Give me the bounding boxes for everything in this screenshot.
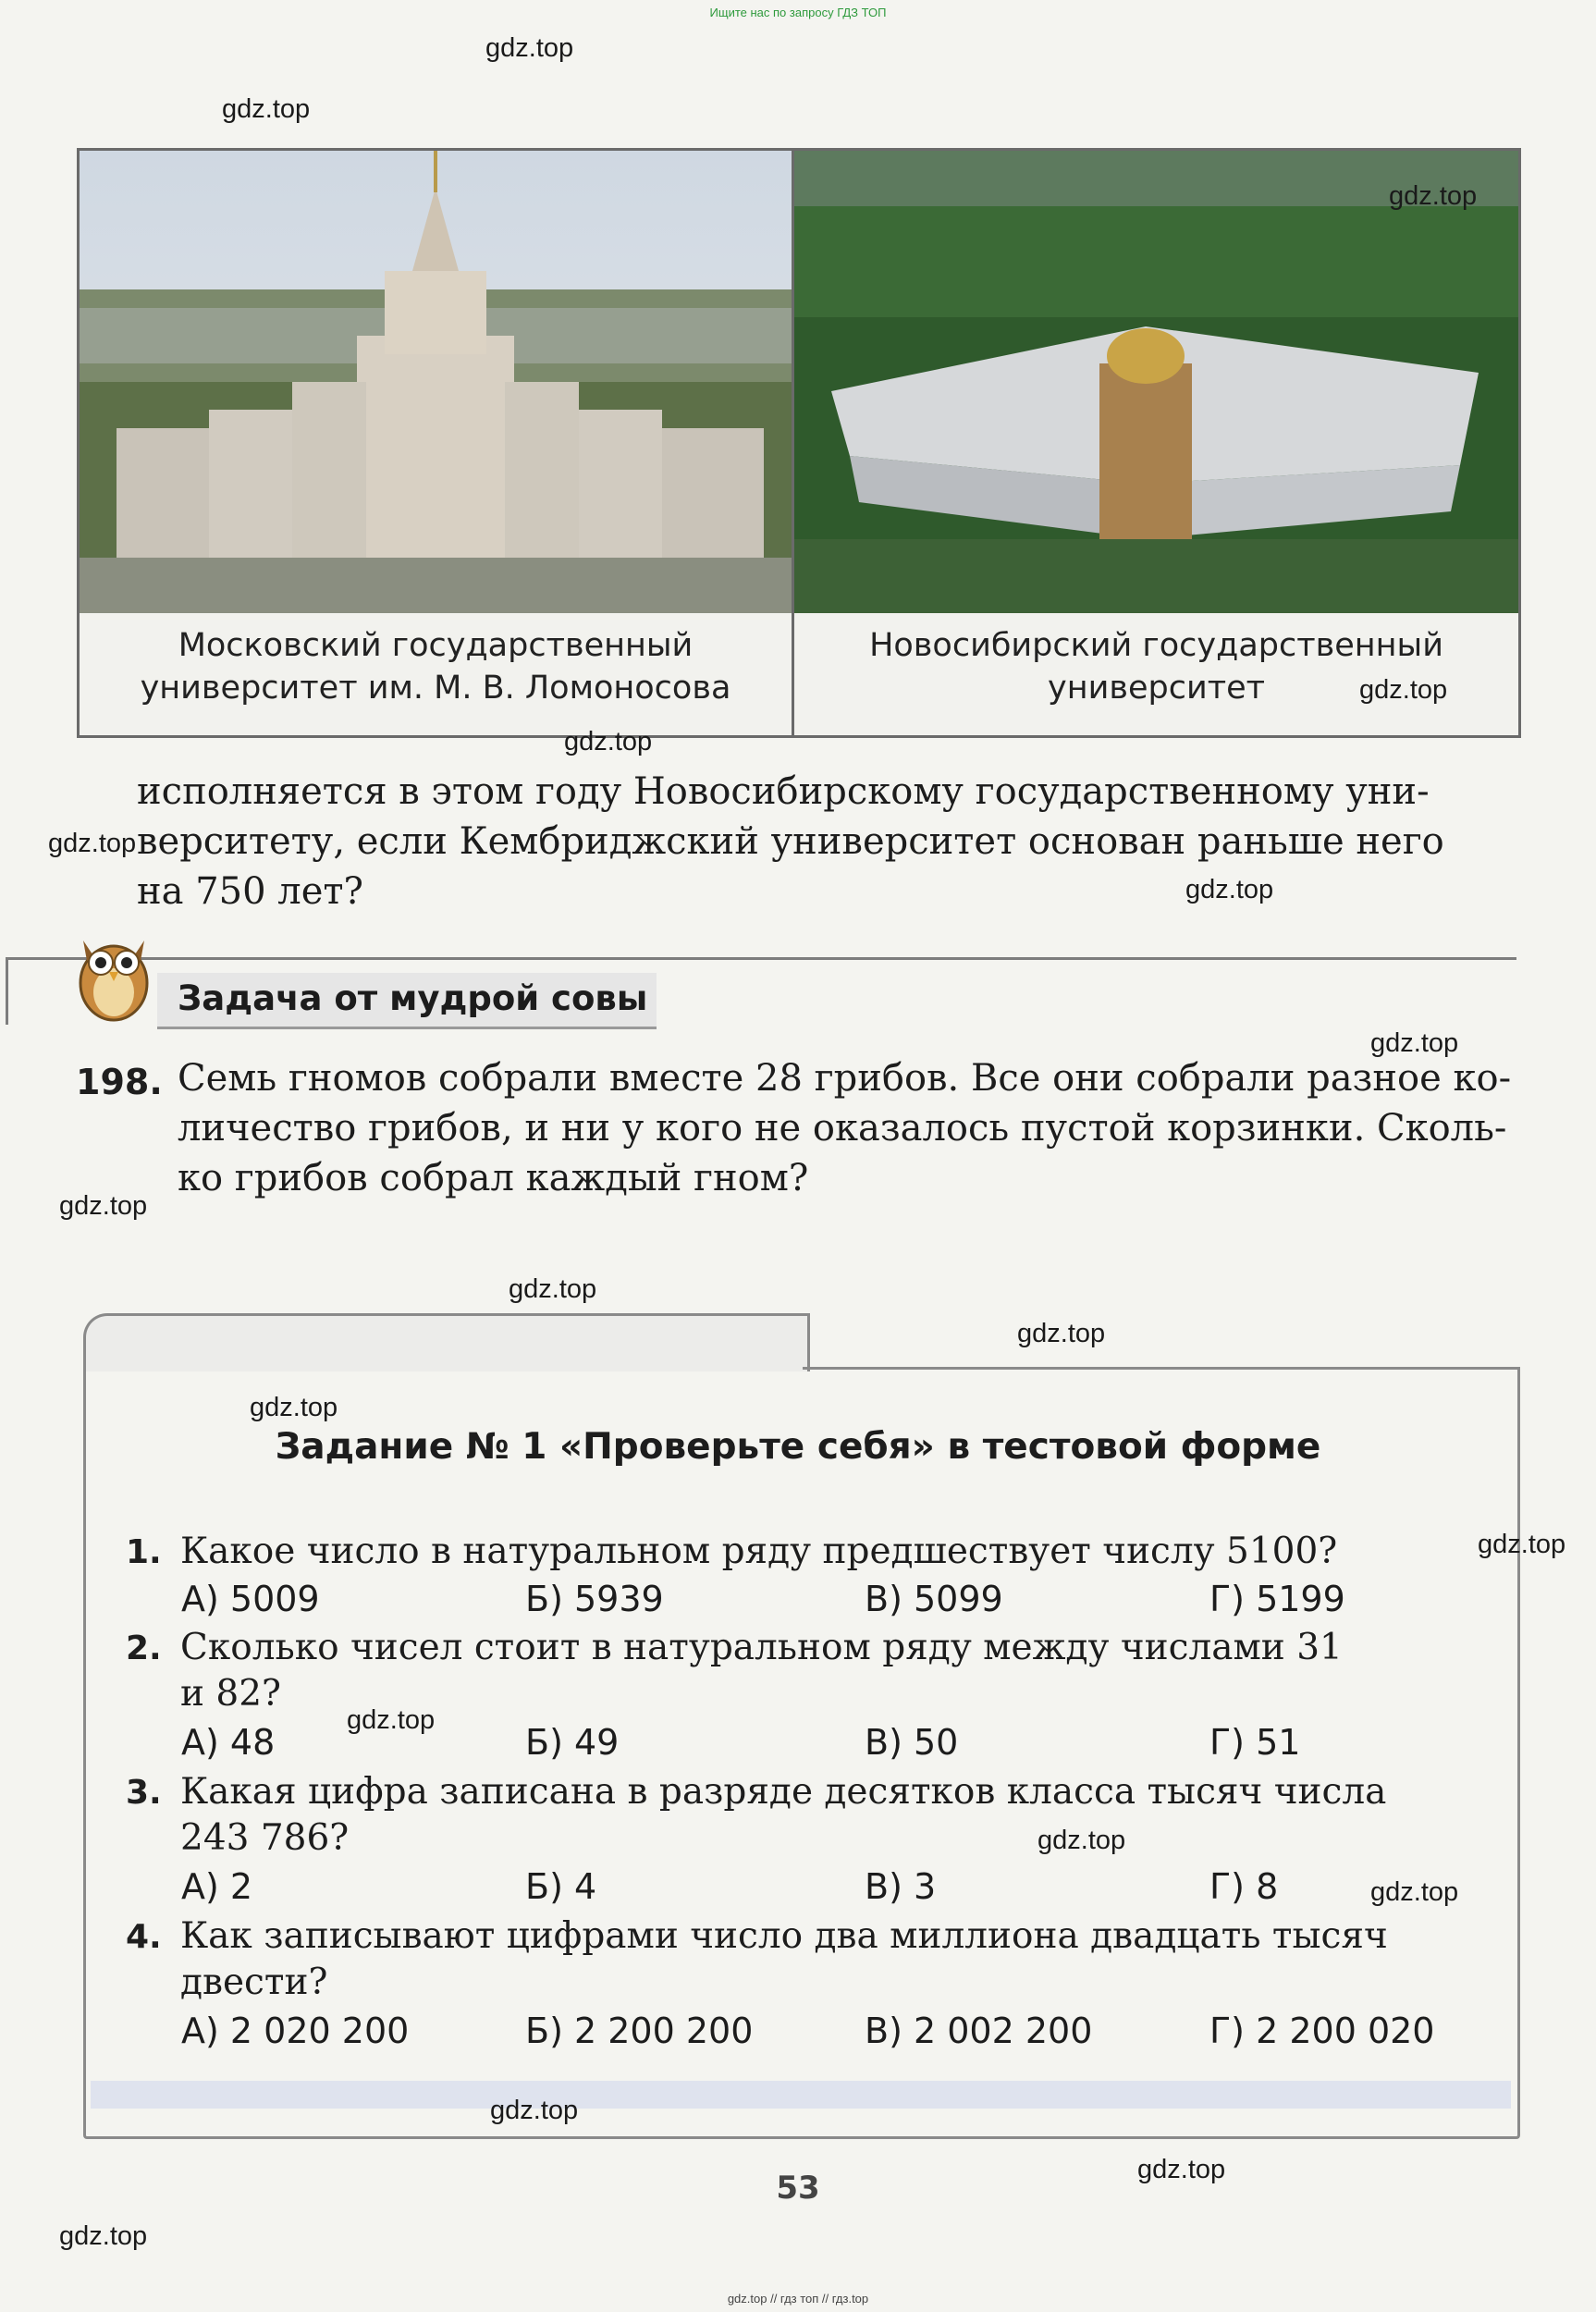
section-rule: [6, 957, 1516, 960]
watermark: gdz.top: [509, 1274, 597, 1304]
msu-photo: [80, 151, 792, 613]
answer-option: В) 2 002 200: [865, 2011, 1093, 2051]
owl-section-title: Задача от мудрой совы: [178, 978, 648, 1018]
answer-option: Г) 2 200 020: [1209, 2011, 1435, 2051]
answer-option: В) 50: [865, 1722, 959, 1763]
page-number: 53: [776, 2170, 820, 2207]
problem-line-1: Семь гномов собрали вместе 28 грибов. Все они собрали разное ко-: [178, 1057, 1512, 1100]
top-note: Ищите нас по запросу ГДЗ ТОП: [709, 6, 887, 19]
question-text: Какая цифра записана в разряде десятков класса тысяч числа: [180, 1771, 1387, 1813]
watermark: gdz.top: [1137, 2155, 1226, 2184]
intro-line-2: верситету, если Кембриджский университет основан раньше него: [137, 820, 1444, 863]
answer-option: Г) 5199: [1209, 1579, 1345, 1619]
question-text: 243 786?: [180, 1817, 350, 1859]
watermark: gdz.top: [222, 94, 311, 124]
question-number: 1.: [126, 1533, 162, 1571]
watermark: gdz.top: [59, 1191, 148, 1221]
intro-line-1: исполняется в этом году Новосибирскому государственному уни-: [137, 770, 1430, 813]
msu-caption: Московский государственный университет им. М. В. Ломоносова: [140, 627, 731, 707]
watermark: gdz.top: [1359, 675, 1448, 705]
problem-line-3: ко грибов собрал каждый гном?: [178, 1157, 809, 1199]
owl-icon: [74, 920, 153, 1027]
answer-option: А) 2: [181, 1866, 253, 1907]
question-text: Какое число в натуральном ряду предшествует числу 5100?: [180, 1531, 1338, 1572]
test-title: Задание № 1 «Проверьте себя» в тестовой форме: [275, 1426, 1321, 1468]
answer-option: Б) 2 200 200: [525, 2011, 754, 2051]
answer-option: Б) 4: [525, 1866, 597, 1907]
watermark: gdz.top: [485, 33, 574, 63]
answer-option: Г) 8: [1209, 1866, 1279, 1907]
test-box-band: [91, 2081, 1511, 2109]
answer-option: А) 5009: [181, 1579, 320, 1619]
watermark: gdz.top: [564, 727, 653, 756]
watermark: gdz.top: [1389, 181, 1478, 211]
problem-line-2: личество грибов, и ни у кого не оказалось пустой корзинки. Сколь-: [178, 1107, 1507, 1150]
watermark: gdz.top: [1370, 1028, 1459, 1058]
question-number: 3.: [126, 1774, 162, 1812]
bottom-note: gdz.top // гдз топ // гдз.top: [727, 2292, 869, 2306]
test-box-topline: [803, 1367, 1517, 1370]
watermark: gdz.top: [1185, 875, 1274, 904]
answer-option: В) 3: [865, 1866, 937, 1907]
question-number: 2.: [126, 1629, 162, 1667]
photo-panel: [77, 148, 1521, 738]
answer-option: А) 2 020 200: [181, 2011, 410, 2051]
watermark: gdz.top: [48, 829, 137, 858]
question-text: Сколько чисел стоит в натуральном ряду между числами 31: [180, 1627, 1343, 1668]
nsu-photo: [794, 151, 1518, 613]
watermark: gdz.top: [490, 2096, 579, 2125]
watermark: gdz.top: [347, 1705, 436, 1735]
section-rule-left: [6, 960, 8, 1025]
question-text: Как записывают цифрами число два миллиона двадцать тысяч: [180, 1915, 1388, 1957]
question-text: двести?: [180, 1962, 328, 2003]
answer-option: А) 48: [181, 1722, 276, 1763]
problem-number: 198.: [76, 1062, 163, 1102]
question-number: 4.: [126, 1918, 162, 1956]
watermark: gdz.top: [1478, 1530, 1566, 1559]
answer-option: В) 5099: [865, 1579, 1003, 1619]
watermark: gdz.top: [1370, 1877, 1459, 1907]
watermark: gdz.top: [250, 1393, 338, 1422]
watermark: gdz.top: [59, 2221, 148, 2251]
nsu-caption: Новосибирский государственный университет: [869, 627, 1443, 707]
test-box-tab: [83, 1313, 810, 1371]
answer-option: Б) 49: [525, 1722, 620, 1763]
answer-option: Г) 51: [1209, 1722, 1301, 1763]
watermark: gdz.top: [1017, 1319, 1106, 1348]
answer-option: Б) 5939: [525, 1579, 664, 1619]
intro-line-3: на 750 лет?: [137, 870, 363, 913]
watermark: gdz.top: [1037, 1826, 1126, 1855]
question-text: и 82?: [180, 1673, 281, 1715]
